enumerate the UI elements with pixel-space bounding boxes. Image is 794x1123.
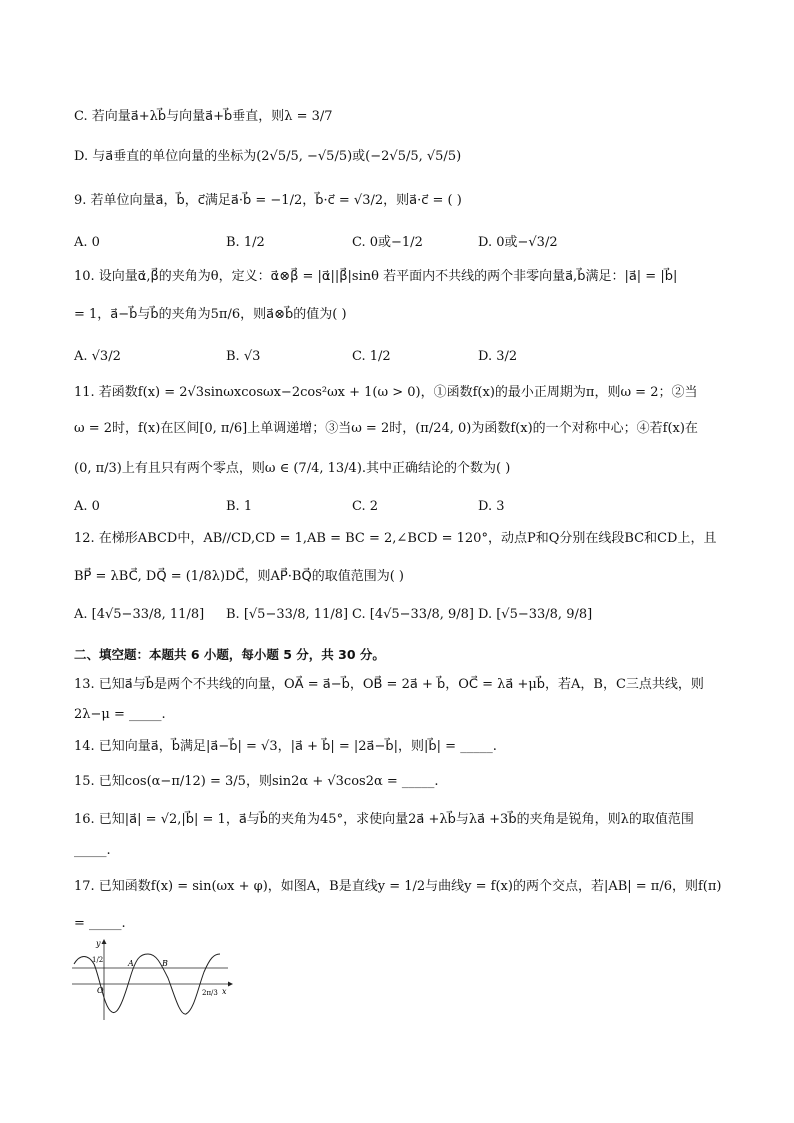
q11-stem-line3: (0, π/3)上有且只有两个零点，则ω ∈ (7/4, 13/4).其中正确结论的个数为( ) (74, 461, 511, 476)
y-axis-arrow-icon (102, 939, 107, 944)
x-axis-label: x (222, 987, 227, 996)
y-axis-label: y (96, 939, 101, 948)
half-tick-label: 1/2 (92, 956, 104, 964)
q9-option-d: D. 0或−√3/2 (478, 235, 558, 250)
q9-option-b: B. 1/2 (226, 235, 265, 250)
q11-option-a: A. 0 (74, 499, 100, 514)
q11-option-d: D. 3 (478, 499, 505, 514)
q8-option-d: D. 与a⃗垂直的单位向量的坐标为(2√5/5, −√5/5)或(−2√5/5, √5/5) (74, 149, 462, 164)
origin-label: O (97, 986, 104, 995)
q10-stem-line2: = 1，a⃗−b⃗与b⃗的夹角为5π/6，则a⃗⊗b⃗的值为( ) (74, 307, 347, 322)
q11-option-c: C. 2 (352, 499, 379, 514)
q12-option-b: B. [√5−33/8, 11/8] (226, 607, 349, 622)
point-a-label: A (128, 959, 134, 968)
q12-stem-line1: 12. 在梯形ABCD中，AB//CD,CD = 1,AB = BC = 2,∠BCD = 120°，动点P和Q分别在线段BC和CD上，且 (74, 531, 717, 546)
q12-option-d: D. [√5−33/8, 9/8] (478, 607, 593, 622)
q10-option-b: B. √3 (226, 349, 261, 364)
q12-stem-line2: BP⃗ = λBC⃗, DQ⃗ = (1/8λ)DC⃗，则AP⃗·BQ⃗的取值范围为( ) (74, 569, 404, 584)
q10-option-a: A. √3/2 (74, 349, 121, 364)
q13-stem-line1: 13. 已知a⃗与b⃗是两个不共线的向量，OA⃗ = a⃗−b⃗，OB⃗ = 2a⃗ + b⃗，OC⃗ = λa⃗ +μb⃗，若A，B，C三点共线，则 (74, 677, 704, 692)
q10-stem-line1: 10. 设向量α⃗,β⃗的夹角为θ，定义：α⃗⊗β⃗ = |α⃗||β⃗|sinθ 若平面内不共线的两个非零向量a⃗,b⃗满足：|a⃗| = |b⃗| (74, 269, 678, 284)
two-pi-third-label: 2π/3 (202, 989, 218, 997)
q9-stem: 9. 若单位向量a⃗，b⃗，c⃗满足a⃗·b⃗ = −1/2，b⃗·c⃗ = √3/2，则a⃗·c⃗ = ( ) (74, 193, 462, 208)
q11-stem-line1: 11. 若函数f(x) = 2√3sinωxcosωx−2cos²ωx + 1(ω > 0)，①函数f(x)的最小正周期为π，则ω = 2；②当 (74, 385, 698, 400)
q8-option-c: C. 若向量a⃗+λb⃗与向量a⃗+b⃗垂直，则λ = 3/7 (74, 109, 333, 124)
q13-stem-line2: 2λ−μ = _____. (74, 707, 166, 722)
sine-graph-figure (68, 938, 238, 1022)
section-heading-fill-in: 二、填空题：本题共 6 小题，每小题 5 分，共 30 分。 (74, 647, 385, 662)
q17-stem-line1: 17. 已知函数f(x) = sin(ωx + φ)，如图A，B是直线y = 1/2与曲线y = f(x)的两个交点，若|AB| = π/6，则f(π) (74, 879, 722, 894)
q9-option-a: A. 0 (74, 235, 100, 250)
q15-stem: 15. 已知cos(α−π/12) = 3/5，则sin2α + √3cos2α = _____. (74, 774, 439, 789)
q17-stem-line2: = _____. (74, 916, 126, 931)
q12-option-a: A. [4√5−33/8, 11/8] (74, 607, 205, 622)
q10-option-c: C. 1/2 (352, 349, 391, 364)
q11-stem-line2: ω = 2时，f(x)在区间[0, π/6]上单调递增；③当ω = 2时，(π/24, 0)为函数f(x)的一个对称中心；④若f(x)在 (74, 421, 698, 436)
q11-option-b: B. 1 (226, 499, 253, 514)
q12-option-c: C. [4√5−33/8, 9/8] (352, 607, 474, 622)
point-b-label: B (162, 959, 168, 968)
q16-stem-line2: _____. (74, 843, 111, 858)
q9-option-c: C. 0或−1/2 (352, 235, 423, 250)
q14-stem: 14. 已知向量a⃗，b⃗满足|a⃗−b⃗| = √3，|a⃗ + b⃗| = |2a⃗−b⃗|，则|b⃗| = _____. (74, 739, 497, 754)
q16-stem-line1: 16. 已知|a⃗| = √2,|b⃗| = 1，a⃗与b⃗的夹角为45°，求使向量2a⃗ +λb⃗与λa⃗ +3b⃗的夹角是锐角，则λ的取值范围 (74, 812, 694, 827)
q10-option-d: D. 3/2 (478, 349, 518, 364)
x-axis-arrow-icon (228, 982, 233, 987)
